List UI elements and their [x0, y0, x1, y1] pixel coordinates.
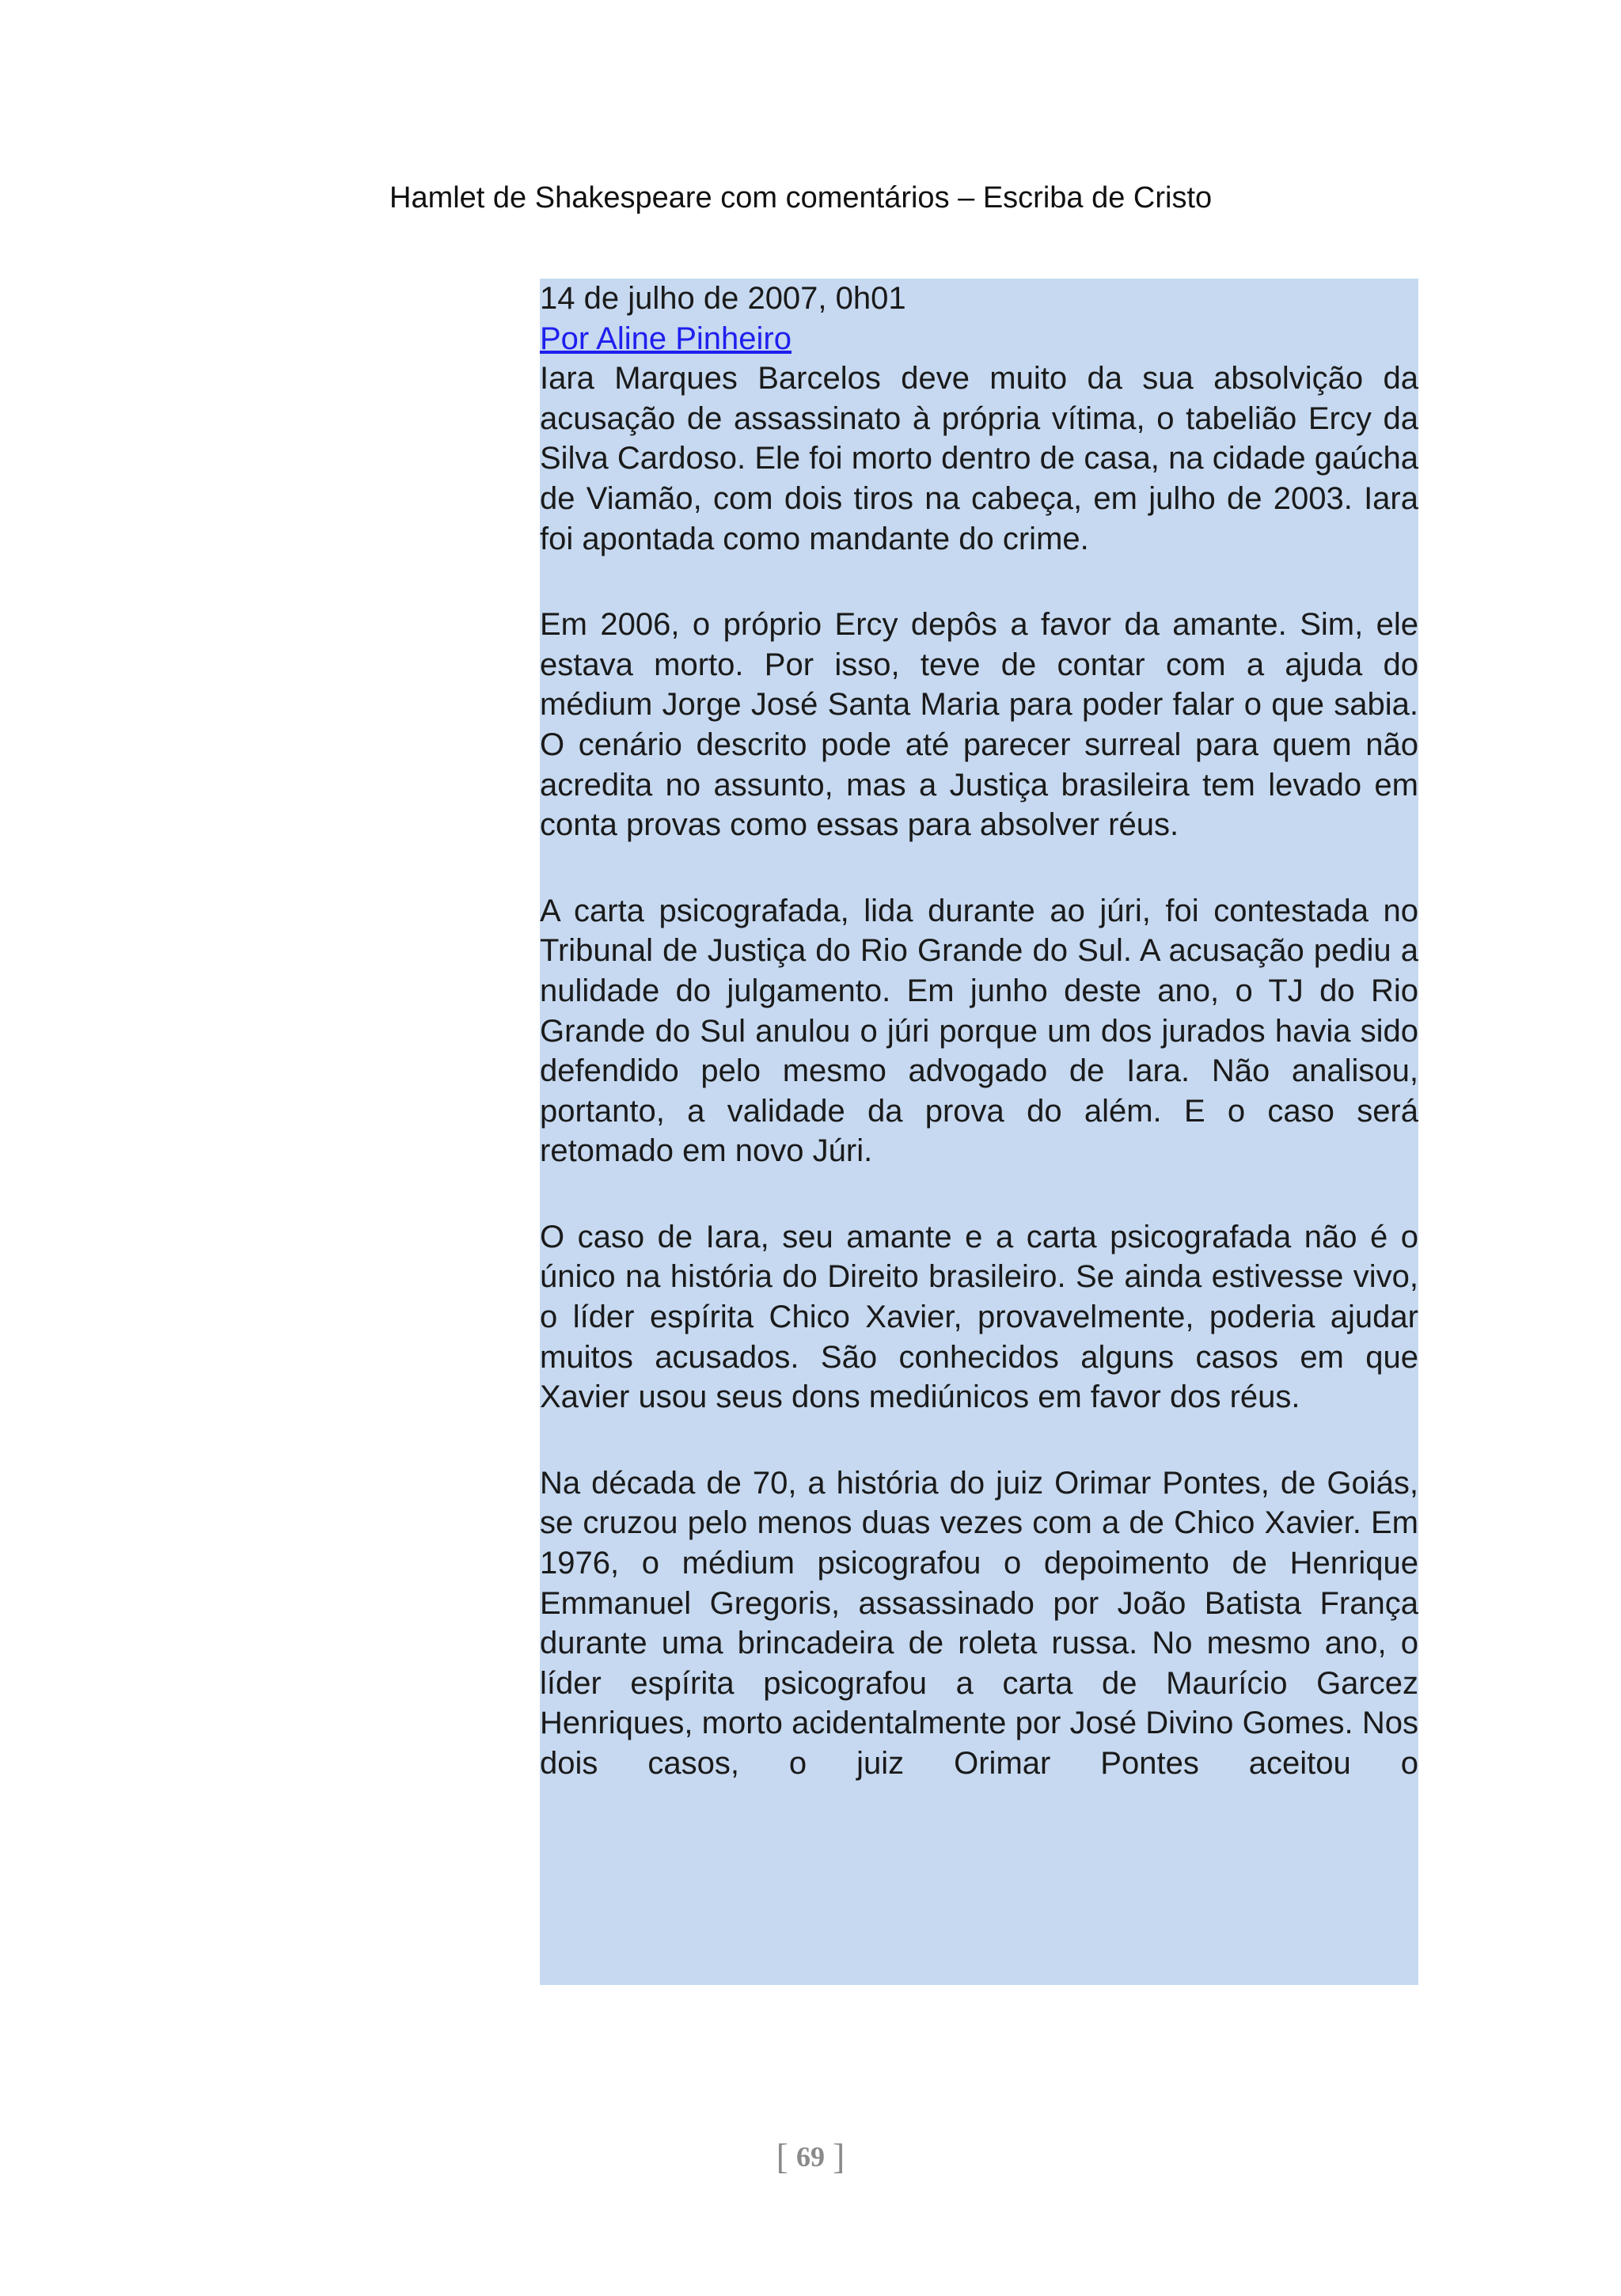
paragraph-3: A carta psicografada, lida durante ao júri, foi contestada no Tribunal de Justiça do Rio Grande do Sul. A acusação pediu a nulidade do julgamento. Em junho deste ano, o TJ do Rio Grande do Sul anulou o júri porque um dos jurados havia sido defendido pelo mesmo advogado de Iara. Não analisou, portanto, a validade da prova do além. E o caso será retomado em novo Júri.: [540, 893, 1418, 1169]
author-line: [540, 319, 1418, 359]
page-number-open-bracket: [: [776, 2136, 788, 2176]
author-link[interactable]: Por Aline Pinheiro: [540, 321, 792, 356]
paragraph-5: Na década de 70, a história do juiz Orimar Pontes, de Goiás, se cruzou pelo menos duas vezes com a de Chico Xavier. Em 1976, o médium psicografou o depoimento de Henrique Emmanuel Gregoris, assassinado por João Batista França durante uma brincadeira de roleta russa. No mesmo ano, o líder espírita psicografou a carta de Maurício Garcez Henriques, morto acidentalmente por José Divino Gomes. Nos dois casos, o juiz Orimar Pontes aceitou o: [540, 1465, 1418, 1781]
article-date: 14 de julho de 2007, 0h01: [540, 281, 906, 316]
paragraph-2: Em 2006, o próprio Ercy depôs a favor da amante. Sim, ele estava morto. Por isso, teve de contar com a ajuda do médium Jorge José Santa Maria para poder falar o que sabia. O cenário descrito pode até parecer surreal para quem não acredita no assunto, mas a Justiça brasileira tem levado em conta provas como essas para absolver réus.: [540, 607, 1418, 843]
paragraph-4: O caso de Iara, seu amante e a carta psicografada não é o único na história do Direito brasileiro. Se ainda estivesse vivo, o líder espírita Chico Xavier, provavelmente, poderia ajudar muitos acusados. São conhecidos alguns casos em que Xavier usou seus dons mediúnicos em favor dos réus.: [540, 1219, 1418, 1415]
page-number: [0, 2135, 1621, 2177]
paragraph-1: Iara Marques Barcelos deve muito da sua absolvição da acusação de assassinato à própria vítima, o tabelião Ercy da Silva Cardoso. Ele foi morto dentro de casa, na cidade gaúcha de Viamão, com dois tiros na cabeça, em julho de 2003. Iara foi apontada como mandante do crime.: [540, 361, 1418, 556]
article-box: [540, 279, 1418, 1985]
page-number-close-bracket: ]: [833, 2136, 845, 2176]
page-number-value: 69: [796, 2141, 825, 2173]
page-header-title: Hamlet de Shakespeare com comentários – Escriba de Cristo: [389, 181, 1213, 214]
